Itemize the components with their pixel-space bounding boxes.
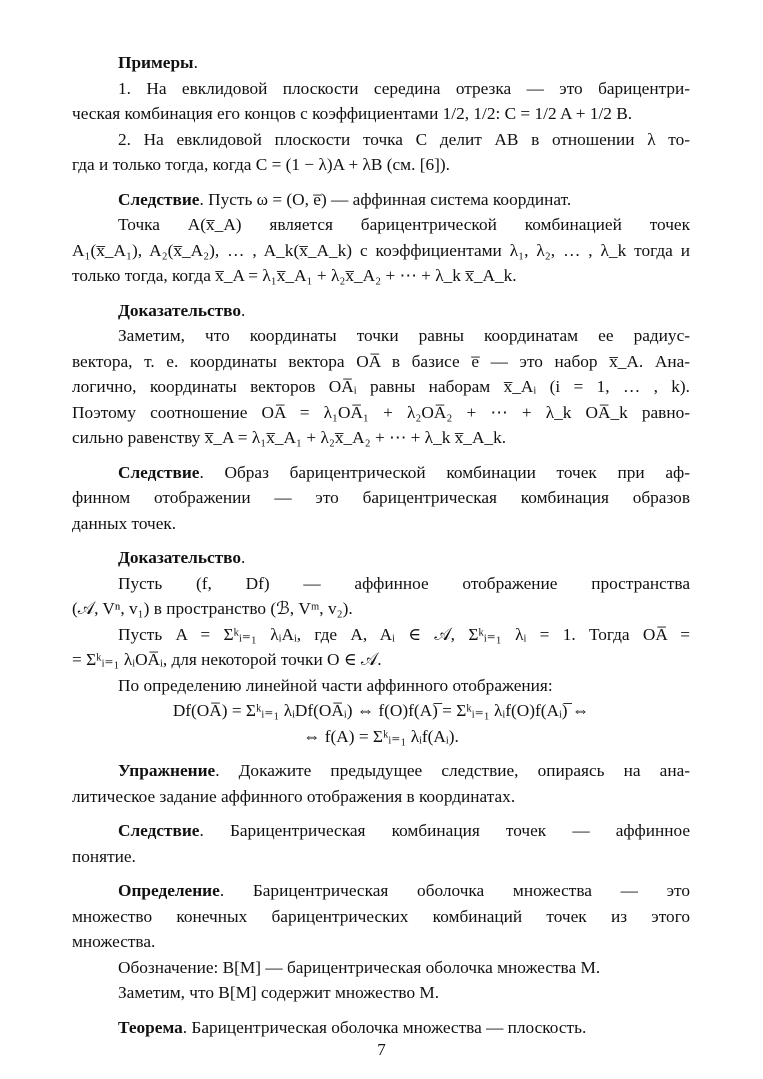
formula-1: Df(OA̅) = Σᵏᵢ₌₁ λᵢDf(OA̅ᵢ) ⇔ f(O)f(A)̅ = Σᵏᵢ₌₁ λᵢf(O)f(Aᵢ)̅ ⇔ [172, 701, 590, 720]
examples-heading: Примеры [118, 53, 194, 72]
definition: Определение. Барицентрическая оболочка множества — это множество конечных барицентрических комбинаций точек из этого множества. Обозначение: B[M] — барицентрическая оболочка множества M. Заметим, что B[M] содержит множество M. [72, 878, 690, 1006]
proof-2-line-3: Пусть A = Σᵏᵢ₌₁ λᵢAᵢ, где A, Aᵢ ∈ 𝒜, Σᵏᵢ₌₁ λᵢ = 1. Тогда OA̅ = [118, 624, 690, 644]
corollary-2: Следствие. Образ барицентрической комбинации точек при аф- финном отображении — это барицентрическая комбинация образов данных точек. [72, 460, 690, 537]
proof-2-line-4: = Σᵏᵢ₌₁ λᵢOA̅ᵢ, для некоторой точки O ∈ 𝒜. [72, 650, 382, 669]
corollary-1-line-3: A₁(x̅_A₁), A₂(x̅_A₂), … , A_k(x̅_A_k) с коэффициентами λ₁, λ₂, … , λ_k тогда и [72, 240, 690, 260]
corollary-3-heading: Следствие [118, 821, 200, 840]
corollary-1-line-4: только тогда, когда x̅_A = λ₁x̅_A₁ + λ₂x̅_A₂ + ⋯ + λ_k x̅_A_k. [72, 266, 517, 285]
corollary-1-heading: Следствие [118, 189, 200, 209]
definition-line-2: множество конечных барицентрических комбинаций точек из этого [72, 906, 690, 926]
corollary-3: Следствие. Барицентрическая комбинация точек — аффинное понятие. [72, 818, 690, 869]
examples-line-1: 1. На евклидовой плоскости середина отрезка — это барицентри- [118, 78, 690, 98]
corollary-2-line-3: данных точек. [72, 513, 177, 533]
examples-block: Примеры. 1. На евклидовой плоскости середина отрезка — это барицентри- ческая комбинация его концов с коэффициентами 1/2, 1/2: C = 1/2 A + 1/2 B. 2. На евклидовой плоскости точка C делит AB в отношении λ то- гда и только тогда, когда C = (1 − λ)A + λB (см. [6]). [72, 50, 690, 178]
proof-1-line-5: сильно равенству x̅_A = λ₁x̅_A₁ + λ₂x̅_A₂ + ⋯ + λ_k x̅_A_k. [72, 428, 507, 447]
examples-line-3: 2. На евклидовой плоскости точка C делит AB в отношении λ то- [118, 129, 690, 149]
definition-line-5: Заметим, что B[M] содержит множество M. [118, 983, 440, 1002]
proof-2-line-5: По определению линейной части аффинного отображения: [118, 675, 553, 695]
examples-line-4: гда и только тогда, когда C = (1 − λ)A + λB (см. [6]). [72, 155, 450, 174]
corollary-2-line-2: финном отображении — это барицентрическая комбинация образов [72, 488, 690, 507]
definition-heading: Определение [118, 881, 220, 900]
proof-1: Доказательство. Заметим, что координаты точки равны координатам ее радиус- вектора, т. е. координаты вектора OA̅ в базисе e̅ — это набор x̅_A. Ана- логично, координаты векторов OA̅ᵢ равны наборам x̅_Aᵢ (i = 1, … , k). Поэтому соотношение OA̅ = λ₁OA̅₁ + λ₂OA̅₂ + ⋯ + λ_k OA̅_k равно- сильно равенству x̅_A = λ₁x̅_A₁ + λ₂x̅_A₂ + ⋯ + λ_k x̅_A_k. [72, 298, 690, 451]
theorem: Теорема. Барицентрическая оболочка множества — плоскость. [118, 1017, 587, 1037]
exercise: Упражнение. Докажите предыдущее следствие, опираясь на ана- литическое задание аффинного отображения в координатах. [72, 758, 690, 809]
theorem-heading: Теорема [118, 1017, 183, 1037]
formula-2: ⇔ f(A) = Σᵏᵢ₌₁ λᵢf(Aᵢ). [303, 726, 459, 746]
exercise-heading: Упражнение [118, 761, 216, 780]
proof-1-line-3: логично, координаты векторов OA̅ᵢ равны наборам x̅_Aᵢ (i = 1, … , k). [72, 377, 690, 396]
exercise-line-2: литическое задание аффинного отображения в координатах. [72, 786, 516, 806]
proof-1-line-2: вектора, т. е. координаты вектора OA̅ в базисе e̅ — это набор x̅_A. Ана- [72, 351, 690, 371]
proof-2-heading: Доказательство [118, 548, 242, 567]
proof-1-line-1: Заметим, что координаты точки равны координатам ее радиус- [118, 326, 690, 345]
page-body [72, 50, 690, 1040]
proof-2-line-1: Пусть (f, Df) — аффинное отображение пространства [118, 573, 690, 593]
proof-2-line-2: (𝒜, Vⁿ, v₁) в пространство (ℬ, Vᵐ, v₂). [72, 599, 353, 618]
page-number: 7 [377, 1040, 386, 1059]
proof-1-line-4: Поэтому соотношение OA̅ = λ₁OA̅₁ + λ₂OA̅₂ + ⋯ + λ_k OA̅_k равно- [72, 402, 690, 422]
corollary-2-heading: Следствие [118, 462, 200, 482]
proof-2: Доказательство. Пусть (f, Df) — аффинное отображение пространства (𝒜, Vⁿ, v₁) в пространство (ℬ, Vᵐ, v₂). Пусть A = Σᵏᵢ₌₁ λᵢAᵢ, где A, Aᵢ ∈ 𝒜, Σᵏᵢ₌₁ λᵢ = 1. Тогда OA̅ = = Σᵏᵢ₌₁ λᵢOA̅ᵢ, для некоторой точки O ∈ 𝒜. По определению линейной части аффинного отображения: Df(OA̅) = Σᵏᵢ₌₁ λᵢDf(OA̅ᵢ) ⇔ f(O)f(A)̅ = Σᵏᵢ₌₁ λᵢf(O)f(Aᵢ)̅ ⇔ ⇔ f(A) = Σᵏᵢ₌₁ λᵢf(Aᵢ). [72, 545, 690, 749]
definition-line-3: множества. [72, 932, 156, 951]
proof-1-heading: Доказательство [118, 300, 242, 320]
corollary-1: Следствие. Пусть ω = (O, e̅) — аффинная система координат. Точка A(x̅_A) является барицентрической комбинацией точек A₁(x̅_A₁), A₂(x̅_A₂), … , A_k(x̅_A_k) с коэффициентами λ₁, λ₂, … , λ_k тогда и только тогда, когда x̅_A = λ₁x̅_A₁ + λ₂x̅_A₂ + ⋯ + λ_k x̅_A_k. [72, 187, 690, 289]
corollary-1-line-2: Точка A(x̅_A) является барицентрической комбинацией точек [118, 215, 690, 234]
corollary-3-line-2: понятие. [72, 846, 136, 866]
examples-line-2: ческая комбинация его концов с коэффициентами 1/2, 1/2: C = 1/2 A + 1/2 B. [72, 104, 633, 123]
definition-line-4: Обозначение: B[M] — барицентрическая оболочка множества M. [118, 957, 601, 977]
